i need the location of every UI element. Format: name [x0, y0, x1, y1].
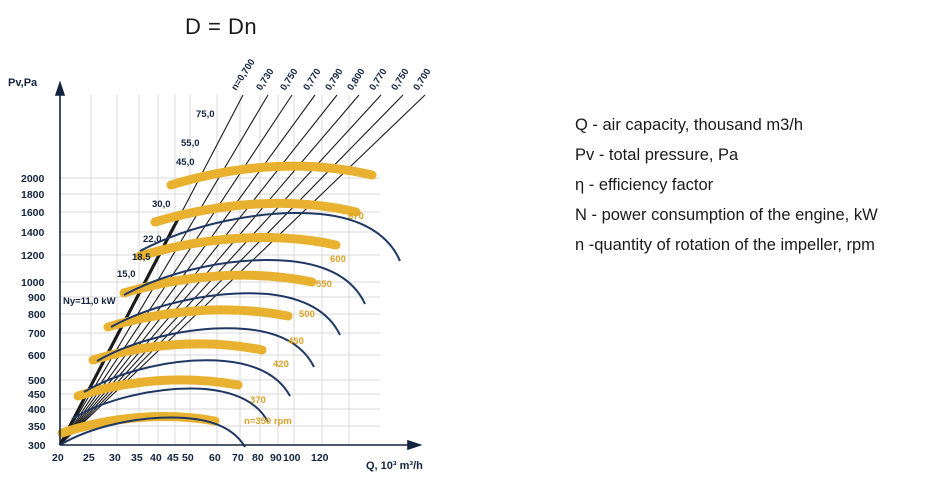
svg-text:60: 60	[209, 452, 221, 464]
svg-text:1600: 1600	[21, 207, 45, 219]
efficiency-ray-lines	[60, 95, 425, 445]
y-axis-title: Pv,Pa	[8, 77, 38, 89]
svg-text:0,750: 0,750	[389, 66, 412, 93]
chart-legend	[575, 110, 925, 260]
svg-text:700: 700	[28, 328, 46, 340]
svg-text:25: 25	[83, 452, 95, 464]
legend-item-q: Q - air capacity, thousand m3/h	[575, 116, 804, 134]
svg-text:80: 80	[252, 452, 264, 464]
svg-text:400: 400	[28, 404, 46, 416]
svg-text:500: 500	[28, 375, 46, 387]
legend-item-pv: Pv - total pressure, Pa	[575, 146, 739, 164]
svg-text:90: 90	[270, 452, 282, 464]
svg-text:550: 550	[316, 279, 332, 290]
svg-text:n=0,700: n=0,700	[229, 57, 258, 93]
page-title: D = Dn	[185, 14, 258, 39]
svg-text:900: 900	[28, 292, 46, 304]
svg-text:40: 40	[150, 452, 162, 464]
svg-text:22,0: 22,0	[143, 234, 162, 245]
svg-text:420: 420	[273, 359, 289, 370]
svg-text:18,5: 18,5	[132, 252, 151, 263]
legend-item-n-power: N - power consumption of the engine, kW	[575, 206, 878, 224]
svg-text:450: 450	[288, 336, 304, 347]
svg-text:2000: 2000	[21, 173, 45, 185]
svg-text:1000: 1000	[21, 277, 45, 289]
svg-text:300: 300	[28, 440, 46, 452]
svg-text:45,0: 45,0	[176, 157, 195, 168]
svg-text:0,770: 0,770	[301, 66, 324, 93]
svg-text:350: 350	[28, 421, 46, 433]
legend-item-eta: η - efficiency factor	[575, 176, 714, 194]
svg-text:1200: 1200	[21, 250, 45, 262]
svg-text:370: 370	[250, 395, 266, 406]
svg-text:75,0: 75,0	[196, 109, 215, 120]
svg-text:45: 45	[167, 452, 179, 464]
svg-text:0,770: 0,770	[367, 66, 390, 93]
svg-text:n=350 rpm: n=350 rpm	[244, 416, 292, 427]
svg-text:120: 120	[311, 452, 329, 464]
svg-text:55,0: 55,0	[181, 138, 200, 149]
svg-text:15,0: 15,0	[117, 269, 136, 280]
svg-text:670: 670	[348, 211, 364, 222]
svg-text:Ny=11,0 kW: Ny=11,0 kW	[63, 296, 116, 307]
svg-text:30,0: 30,0	[152, 199, 171, 210]
svg-text:0,700: 0,700	[411, 66, 434, 93]
svg-text:50: 50	[182, 452, 194, 464]
svg-text:35: 35	[131, 452, 143, 464]
x-axis-tick-labels	[52, 452, 329, 464]
svg-text:20: 20	[52, 452, 64, 464]
svg-text:450: 450	[28, 389, 46, 401]
svg-text:800: 800	[28, 309, 46, 321]
performance-chart-svg	[0, 55, 460, 485]
svg-text:0,790: 0,790	[323, 66, 346, 93]
svg-text:100: 100	[283, 452, 301, 464]
x-axis-title: Q, 10³ m³/h	[366, 460, 423, 472]
svg-text:70: 70	[232, 452, 244, 464]
svg-text:1800: 1800	[21, 189, 45, 201]
svg-text:1400: 1400	[21, 227, 45, 239]
svg-text:0,750: 0,750	[278, 66, 301, 93]
svg-text:600: 600	[330, 254, 346, 265]
svg-text:0,800: 0,800	[345, 66, 368, 93]
svg-text:500: 500	[299, 309, 315, 320]
svg-text:600: 600	[28, 350, 46, 362]
svg-text:30: 30	[109, 452, 121, 464]
svg-text:0,730: 0,730	[254, 66, 277, 93]
y-axis-tick-labels	[21, 173, 46, 452]
legend-item-n-rpm: n -quantity of rotation of the impeller, rpm	[575, 236, 875, 254]
efficiency-ray-labels	[229, 57, 433, 92]
chart-plot-area	[0, 55, 460, 485]
